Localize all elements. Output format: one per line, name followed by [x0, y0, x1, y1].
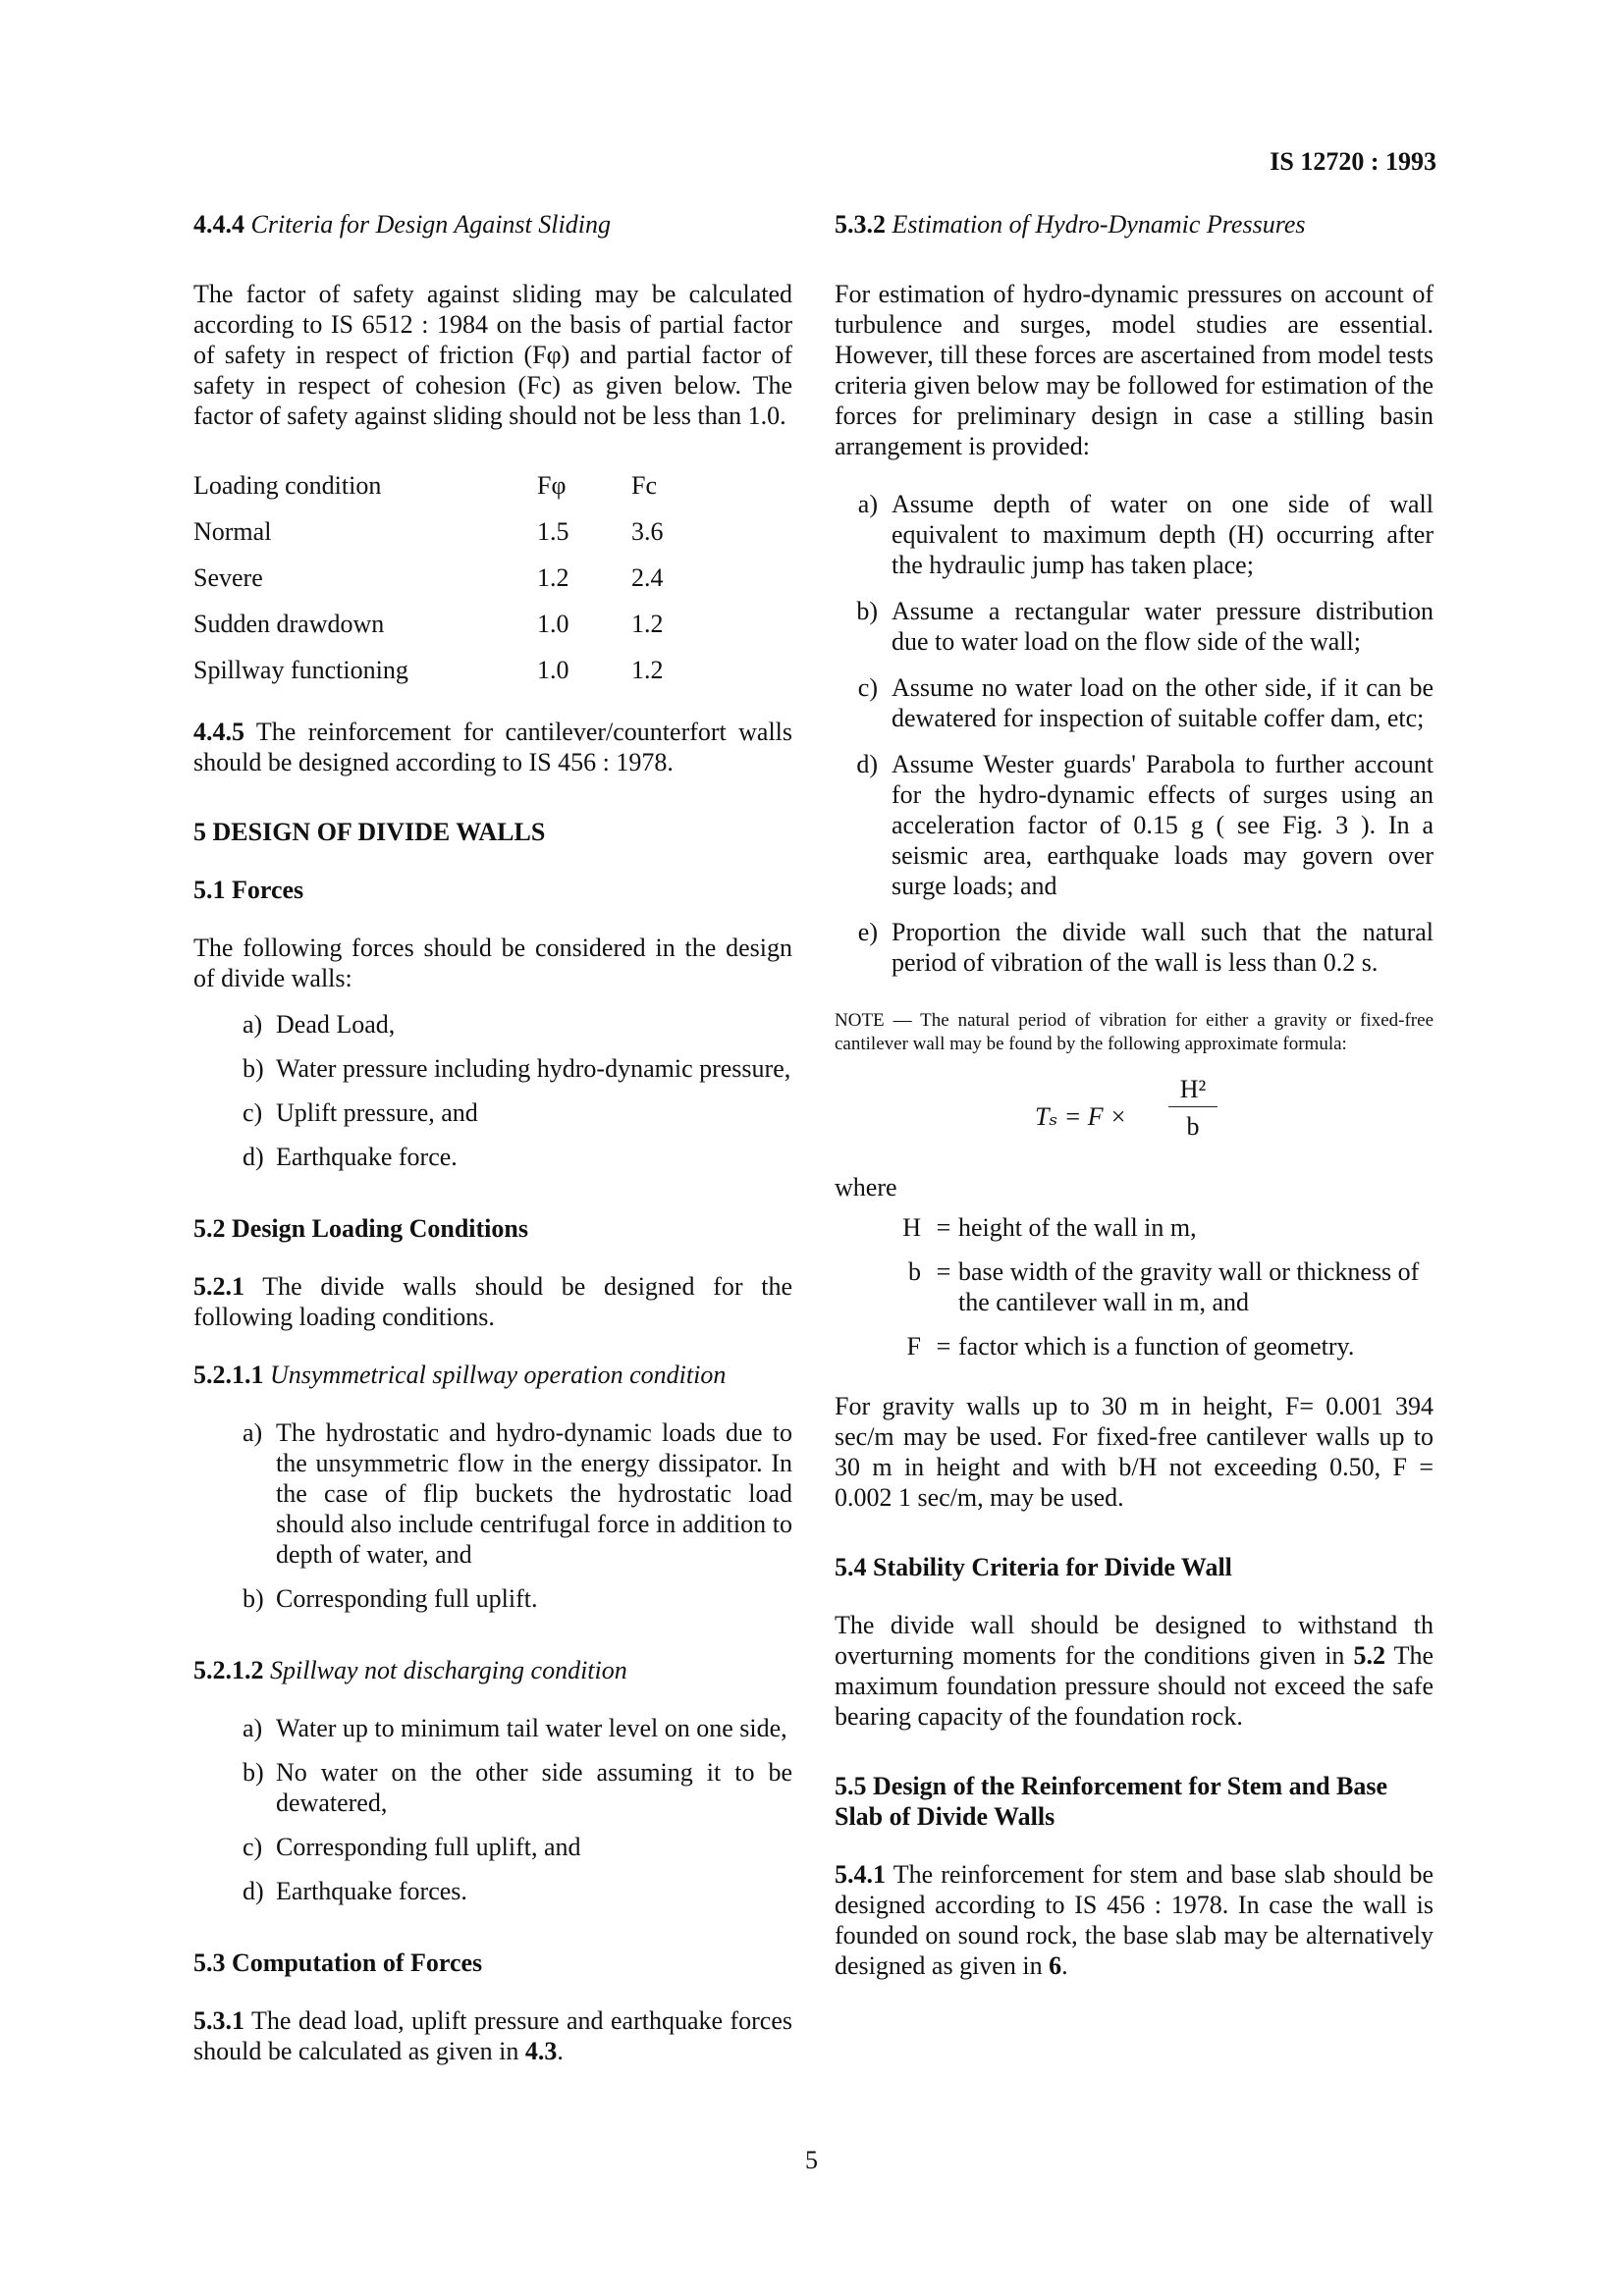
definition-equals: = — [936, 1257, 951, 1286]
list-label: a) — [243, 1010, 263, 1039]
list-item — [243, 1832, 792, 1862]
definition-symbol: b — [908, 1257, 921, 1286]
table-cell: 1.0 — [537, 610, 569, 638]
table-cell: 1.2 — [631, 656, 664, 684]
list-label: b) — [856, 597, 878, 625]
formula-fraction — [1168, 1074, 1217, 1142]
section-number: 5.3.2 — [835, 210, 886, 239]
section-text: The divide wall should be designed to withstand th overturning moments for the conditions given in — [835, 1611, 1434, 1670]
list-item — [243, 1053, 792, 1084]
list-label: b) — [243, 1758, 264, 1787]
section-5-3-heading: 5.3 Computation of Forces — [193, 1949, 483, 1977]
section-number: 4.4.4 — [193, 210, 244, 239]
definition-text: height of the wall in m, — [958, 1213, 1197, 1242]
list-text: Corresponding full uplift, and — [276, 1833, 581, 1861]
list-item — [835, 917, 1434, 978]
formula-numerator: H² — [1168, 1074, 1217, 1107]
list-text: Assume a rectangular water pressure distribution due to water load on the flow side of the wall; — [892, 597, 1434, 656]
table-cell: 3.6 — [631, 517, 664, 546]
definition-symbol: F — [906, 1332, 921, 1361]
table-row — [193, 516, 710, 562]
gravity-walls-paragraph: For gravity walls up to 30 m in height, F= 0.001 394 sec/m may be used. For fixed-free cantilever walls up to 30 m in height and with b/H not exceeding 0.50, F = 0.002 1 sec/m, may be used. — [835, 1392, 1434, 1512]
section-number: 5.2.1.2 — [193, 1656, 264, 1684]
list-label: c) — [243, 1098, 263, 1127]
list-item — [835, 489, 1434, 580]
table-header-cell: Fφ — [537, 471, 567, 500]
section-5-heading: 5 DESIGN OF DIVIDE WALLS — [193, 818, 546, 846]
list-label: c) — [857, 673, 878, 702]
definition-item — [835, 1212, 1434, 1243]
list-text: Assume no water load on the other side, if it can be dewatered for inspection of suitable coffer dam, etc; — [892, 673, 1434, 732]
section-title: Criteria for Design Against Sliding — [250, 210, 611, 239]
list-text: Corresponding full uplift. — [276, 1584, 538, 1613]
page-number: 5 — [805, 2146, 818, 2174]
section-text: The reinforcement for cantilever/counterfort walls should be designed according to IS 456 : 1978. — [193, 718, 793, 776]
sliding-paragraph: The factor of safety against sliding may be calculated according to IS 6512 : 1984 on the basis of partial factor of safety in respect of friction (Fφ) and partial factor of safety in respect of cohesion (Fc) as given below. The factor of safety against sliding should not be less than 1.0. — [193, 280, 792, 430]
note-text: NOTE — The natural period of vibration for either a gravity or fixed-free cantilever wall may be found by the following approximate formula: — [835, 1010, 1434, 1054]
section-text-end: The maximum foundation pressure should not exceed the safe bearing capacity of the foundation rock. — [835, 1641, 1434, 1731]
list-label: b) — [243, 1584, 264, 1613]
section-reference: 4.3 — [524, 2037, 558, 2065]
list-item — [835, 672, 1434, 733]
list-text: Dead Load, — [276, 1010, 396, 1039]
table-cell: Sudden drawdown — [193, 610, 385, 638]
list-label: b) — [243, 1054, 264, 1083]
table-row — [193, 655, 710, 701]
section-5-3-1-paragraph — [193, 2005, 792, 2066]
hydro-dynamic-paragraph: For estimation of hydro-dynamic pressures on account of turbulence and surges, model studies are essential. However, till these forces are ascertained from model tests criteria given below may be followed for estimation of the forces for preliminary design in case a stilling basin arrangement is provided: — [835, 280, 1434, 460]
section-number: 5.4.1 — [835, 1860, 886, 1889]
section-5-2-1-2-heading — [193, 1655, 792, 1685]
list-item — [243, 1417, 792, 1570]
list-text: Water up to minimum tail water level on one side, — [276, 1714, 787, 1742]
loading-table — [193, 470, 710, 701]
list-text: Proportion the divide wall such that the natural period of vibration of the wall is less than 0.2 s. — [892, 918, 1434, 977]
list-text: Water pressure including hydro-dynamic pressure, — [276, 1054, 791, 1083]
list-label: d) — [243, 1143, 264, 1171]
list-item — [243, 1713, 792, 1743]
list-text: No water on the other side assuming it to be dewatered, — [276, 1758, 792, 1817]
table-header-row — [193, 470, 710, 516]
definition-text: base width of the gravity wall or thickness of the cantilever wall in m, and — [958, 1257, 1420, 1316]
where-label: where — [835, 1173, 897, 1201]
table-row — [193, 562, 710, 609]
section-text-end: . — [1061, 1951, 1068, 1980]
section-title: Spillway not discharging condition — [270, 1656, 627, 1684]
list-item — [243, 1009, 792, 1040]
list-text: Assume depth of water on one side of wall equivalent to maximum depth (H) occurring after the hydraulic jump has taken place; — [892, 490, 1434, 579]
section-5-4-heading: 5.4 Stability Criteria for Divide Wall — [835, 1553, 1232, 1581]
stability-paragraph — [835, 1610, 1434, 1732]
section-4-4-4-heading — [193, 209, 792, 240]
list-item — [243, 1876, 792, 1906]
definition-text: factor which is a function of geometry. — [958, 1332, 1355, 1361]
list-item — [243, 1583, 792, 1614]
list-text: Uplift pressure, and — [276, 1098, 478, 1127]
section-5-1-heading: 5.1 Forces — [193, 876, 304, 904]
table-cell: 1.0 — [537, 656, 569, 684]
list-label: a) — [243, 1418, 263, 1447]
table-cell: 1.2 — [631, 610, 664, 638]
section-number: 4.4.5 — [193, 718, 244, 746]
section-text-end: . — [557, 2037, 564, 2065]
table-cell: Normal — [193, 517, 272, 546]
definitions-list — [835, 1212, 1434, 1362]
table-cell: 2.4 — [631, 563, 664, 592]
list-text: Assume Wester guards' Parabola to further account for the hydro-dynamic effects of surges using an acceleration factor of 0.15 g ( see Fig. 3 ). In a seismic area, earthquake loads may govern over surge loads; and — [892, 750, 1434, 900]
list-text: The hydrostatic and hydro-dynamic loads due to the unsymmetric flow in the energy dissipator. In the case of flip buckets the hydrostatic load should also include centrifugal force in addition to depth of water, and — [276, 1418, 792, 1569]
section-5-2-1-paragraph — [193, 1271, 792, 1332]
list-label: d) — [243, 1877, 264, 1905]
table-cell: Spillway functioning — [193, 656, 408, 684]
section-text: The reinforcement for stem and base slab should be designed according to IS 456 : 1978. In case the wall is founded on sound rock, the base slab may be alternatively designed as given in — [835, 1860, 1434, 1980]
list-item — [243, 1097, 792, 1128]
section-5-3-2-heading — [835, 209, 1434, 240]
section-text: The divide walls should be designed for the following loading conditions. — [193, 1272, 792, 1331]
definition-symbol: H — [902, 1213, 921, 1242]
formula-lhs: Tₛ = F × — [1035, 1102, 1127, 1131]
section-title: Estimation of Hydro-Dynamic Pressures — [892, 210, 1306, 239]
table-cell: 1.2 — [537, 563, 569, 592]
section-number: 5.3.1 — [193, 2006, 244, 2035]
section-5-4-1-paragraph — [835, 1859, 1434, 1981]
section-4-4-5-paragraph — [193, 717, 792, 777]
table-cell: Severe — [193, 563, 263, 592]
table-row — [193, 609, 710, 655]
unsymmetrical-list — [193, 1417, 792, 1614]
section-5-5-heading: 5.5 Design of the Reinforcement for Stem and Base Slab of Divide Walls — [835, 1772, 1388, 1831]
definition-equals: = — [936, 1332, 951, 1361]
right-column — [835, 209, 1434, 1981]
formula-denominator: b — [1186, 1112, 1200, 1141]
forces-paragraph: The following forces should be considered in the design of divide walls: — [193, 934, 792, 992]
definition-item — [835, 1331, 1434, 1362]
list-text: Earthquake force. — [276, 1143, 458, 1171]
list-label: c) — [243, 1833, 263, 1861]
section-reference: 5.2 — [1353, 1641, 1385, 1670]
list-label: a) — [857, 490, 878, 518]
section-number: 5.2.1.1 — [193, 1361, 264, 1389]
list-item — [243, 1757, 792, 1818]
table-header-cell: Fc — [631, 471, 657, 500]
table-cell: 1.5 — [537, 517, 569, 546]
list-label: a) — [243, 1714, 263, 1742]
list-label: d) — [856, 750, 878, 778]
list-item — [835, 596, 1434, 657]
left-column — [193, 209, 792, 2066]
standard-number: IS 12720 : 1993 — [1270, 147, 1436, 176]
list-text: Earthquake forces. — [276, 1877, 467, 1905]
section-number: 5.2.1 — [193, 1272, 244, 1301]
section-5-2-heading: 5.2 Design Loading Conditions — [193, 1214, 528, 1243]
hydro-dynamic-list — [835, 489, 1434, 978]
definition-equals: = — [936, 1213, 951, 1242]
section-5-2-1-1-heading — [193, 1360, 792, 1390]
section-text: The dead load, uplift pressure and earthquake forces should be calculated as given in — [193, 2006, 793, 2065]
list-item — [243, 1142, 792, 1172]
list-item — [835, 749, 1434, 901]
list-label: e) — [857, 918, 878, 946]
not-discharging-list — [193, 1713, 792, 1906]
period-formula — [835, 1074, 1434, 1158]
definition-item — [835, 1256, 1434, 1317]
forces-list — [193, 1009, 792, 1172]
section-reference: 6 — [1049, 1951, 1062, 1980]
section-title: Unsymmetrical spillway operation condition — [270, 1361, 727, 1389]
table-header-cell: Loading condition — [193, 471, 382, 500]
